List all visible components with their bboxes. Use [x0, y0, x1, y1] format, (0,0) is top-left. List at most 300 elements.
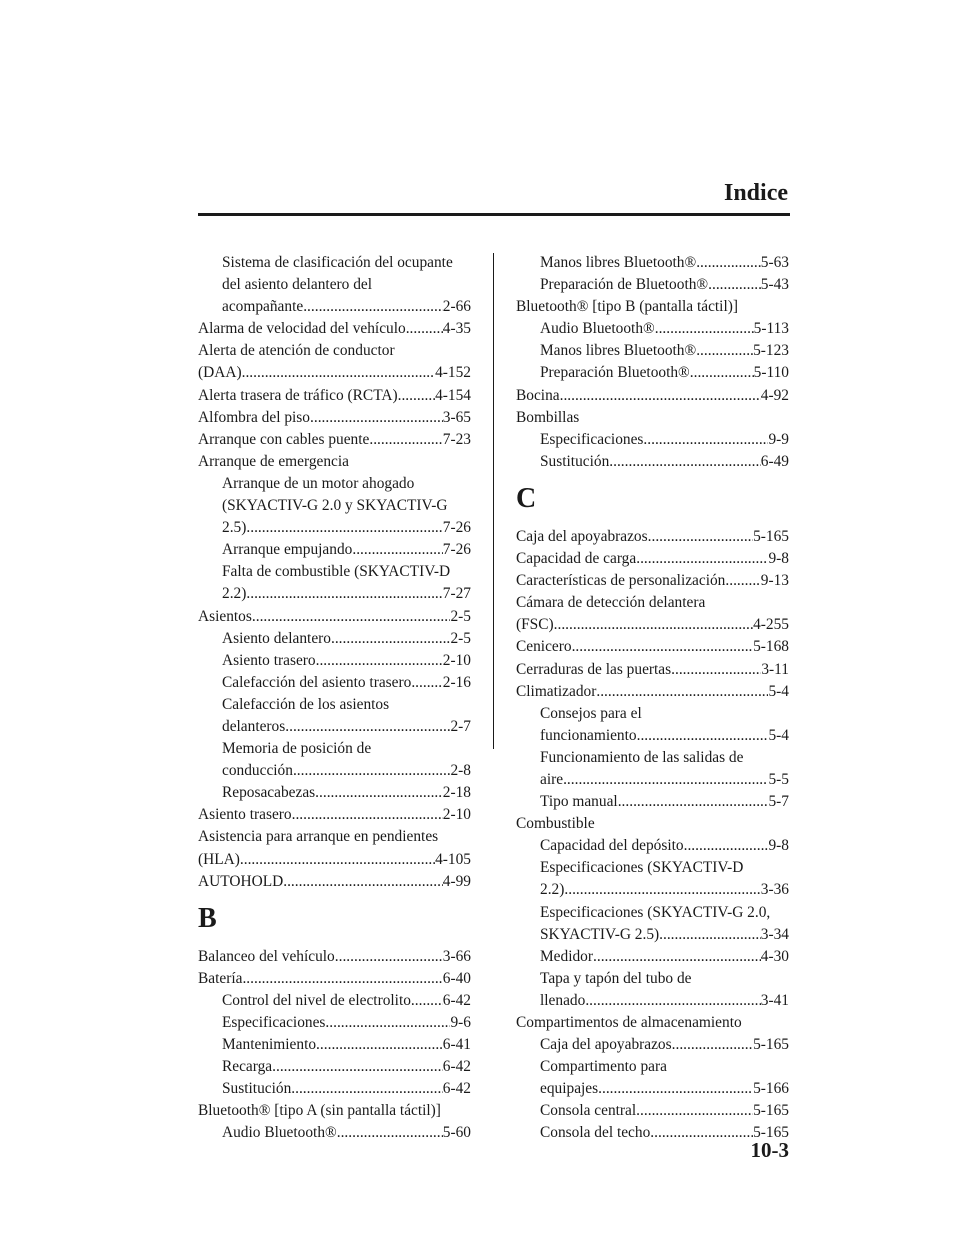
index-entry — [198, 650, 471, 672]
index-entry-text: delanteros — [222, 717, 286, 735]
index-entry-page-ref: 5-165 — [753, 527, 789, 545]
index-entry-line — [540, 362, 789, 384]
index-entry-text: Alfombra del piso — [198, 408, 310, 426]
dot-leader — [696, 340, 753, 362]
index-entry-page-ref: 6-42 — [442, 991, 471, 1009]
index-entry-text-line: Tapa y tapón del tubo de — [540, 969, 692, 987]
dot-leader — [659, 924, 761, 946]
index-entry-text: funcionamiento — [540, 726, 637, 744]
dot-leader — [696, 252, 761, 274]
index-entry — [516, 1100, 789, 1122]
index-entry — [198, 946, 471, 968]
dot-leader — [283, 871, 443, 893]
dot-leader — [564, 879, 760, 901]
index-entry — [516, 857, 789, 901]
index-entry-page-ref: 4-255 — [753, 616, 789, 634]
index-heading — [516, 813, 789, 835]
index-entry — [198, 606, 471, 628]
index-entry-page-ref: 2-10 — [442, 651, 471, 669]
index-heading-text: Bluetooth® [tipo B (pantalla táctil)] — [516, 298, 738, 316]
index-entry-line — [540, 924, 789, 946]
dot-leader — [411, 672, 442, 694]
index-entry — [516, 791, 789, 813]
index-entry-page-ref: 4-152 — [435, 364, 471, 382]
index-entry-page-ref: 2-5 — [450, 607, 471, 625]
dot-leader — [690, 362, 754, 384]
index-entry — [198, 694, 471, 738]
index-entry-line — [540, 990, 789, 1012]
index-entry-text: Especificaciones — [222, 1014, 326, 1031]
index-entry-text: Asientos — [198, 607, 252, 625]
index-entry-text: Preparación Bluetooth® — [540, 364, 690, 382]
index-entry — [198, 738, 471, 782]
header-rule — [198, 213, 790, 216]
index-entry-line — [198, 385, 471, 407]
index-entry-page-ref: 3-65 — [442, 408, 471, 426]
dot-leader — [411, 990, 443, 1012]
index-entry-text: Alarma de velocidad del vehículo — [198, 320, 406, 338]
index-entry-line — [222, 782, 471, 804]
index-entry-text-line: Calefacción de los asientos — [222, 695, 390, 713]
index-entry-page-ref: 9-13 — [760, 572, 789, 590]
index-entry-page-ref: 4-92 — [760, 386, 789, 404]
index-entry-page-ref: 5-43 — [760, 276, 789, 294]
index-heading-text: Arranque de emergencia — [198, 452, 349, 470]
dot-leader — [291, 1078, 443, 1100]
index-entry — [516, 526, 789, 548]
dot-leader — [316, 650, 443, 672]
index-entry-page-ref: 2-66 — [442, 298, 471, 316]
dot-leader — [672, 1034, 753, 1056]
index-entry-line — [540, 791, 789, 813]
index-entry-line — [516, 614, 789, 636]
index-entry — [198, 473, 471, 539]
index-entry-page-ref: 5-168 — [753, 638, 789, 656]
dot-leader — [292, 804, 443, 826]
index-entry-text: Manos libres Bluetooth® — [540, 342, 697, 360]
index-entry-text: Audio Bluetooth® — [222, 1124, 337, 1142]
index-heading — [516, 407, 789, 429]
index-entry-text: Balanceo del vehículo — [198, 947, 335, 965]
dot-leader — [655, 318, 754, 340]
index-entry-line — [540, 879, 789, 901]
index-entry-page-ref: 2-7 — [450, 717, 471, 735]
index-entry-line — [516, 636, 789, 658]
index-entry — [198, 672, 471, 694]
index-entry — [198, 539, 471, 561]
index-entry-line — [222, 1034, 471, 1056]
index-entry-page-ref: 5-165 — [753, 1102, 789, 1120]
dot-leader — [560, 385, 761, 407]
index-entry-text: Asiento trasero — [222, 651, 316, 669]
index-entry-text: Bocina — [516, 386, 560, 404]
index-entry — [198, 628, 471, 650]
index-entry — [516, 592, 789, 636]
dot-leader — [708, 274, 761, 296]
index-heading — [516, 1012, 789, 1034]
index-entry-page-ref: 5-7 — [768, 793, 789, 811]
index-entry — [198, 968, 471, 990]
index-entry — [516, 703, 789, 747]
index-entry-line — [222, 628, 471, 650]
index-entry-text: llenado — [540, 991, 586, 1009]
dot-leader — [593, 946, 761, 968]
index-entry — [198, 871, 471, 893]
index-entry-text: Cenicero — [516, 638, 572, 656]
index-entry — [198, 782, 471, 804]
index-entry — [198, 1034, 471, 1056]
index-entry-line — [222, 672, 471, 694]
index-entry-page-ref: 3-34 — [760, 925, 789, 943]
index-entry-line — [540, 1034, 789, 1056]
index-heading — [198, 1100, 471, 1122]
dot-leader — [285, 716, 450, 738]
index-entry-page-ref: 2-18 — [442, 784, 471, 802]
dot-leader — [246, 583, 442, 605]
index-entry-page-ref: 3-11 — [761, 660, 789, 678]
index-entry-text: Mantenimiento — [222, 1036, 317, 1054]
page-number: 10-3 — [750, 1138, 789, 1162]
index-heading-text: Combustible — [516, 815, 595, 833]
index-entry — [516, 451, 789, 473]
index-entry — [516, 385, 789, 407]
dot-leader — [618, 791, 769, 813]
index-entry — [198, 804, 471, 826]
index-entry-text-line: Compartimento para — [540, 1058, 667, 1076]
index-entry-text-line: (SKYACTIV-G 2.0 y SKYACTIV-G — [222, 497, 448, 515]
index-column-left — [198, 252, 471, 1145]
index-entry — [198, 561, 471, 605]
index-entry-line — [222, 539, 471, 561]
index-entry-text: Especificaciones — [540, 430, 644, 448]
index-entry-text: Control del nivel de electrolito — [222, 991, 411, 1009]
index-entry-text: Características de personalización — [516, 572, 726, 590]
index-entry-line — [540, 1078, 789, 1100]
index-entry-line — [222, 650, 471, 672]
index-entry-line — [540, 769, 789, 791]
index-entry — [516, 1122, 789, 1144]
index-entry-text: Capacidad de carga — [516, 550, 637, 568]
index-entry-text-line: Asistencia para arranque en pendientes — [198, 828, 439, 846]
index-entry-text: Preparación de Bluetooth® — [540, 276, 709, 294]
dot-leader — [406, 318, 443, 340]
index-entry — [516, 747, 789, 791]
index-entry — [198, 1122, 471, 1144]
index-entry-line — [540, 318, 789, 340]
index-entry-text: (FSC) — [516, 616, 554, 634]
index-entry-page-ref: 4-154 — [435, 386, 471, 404]
index-entry-page-ref: 5-123 — [753, 342, 789, 360]
index-entry-text: Arranque con cables puente — [198, 430, 370, 448]
index-entry-page-ref: 9-8 — [768, 837, 789, 855]
dot-leader — [636, 1100, 753, 1122]
index-entry-line — [222, 517, 471, 539]
index-entry-text-line: Cámara de detección delantera — [516, 594, 706, 612]
index-entry-line — [198, 429, 471, 451]
index-entry — [516, 902, 789, 946]
index-entry-text: (DAA) — [198, 364, 242, 382]
index-entry-page-ref: 9-6 — [450, 1014, 471, 1031]
dot-leader — [563, 769, 768, 791]
index-entry — [516, 681, 789, 703]
index-entry-page-ref: 9-8 — [768, 550, 789, 568]
index-entry-page-ref: 6-40 — [442, 969, 471, 987]
index-entry-text: Caja del apoyabrazos — [516, 527, 648, 545]
index-entry — [516, 362, 789, 384]
index-entry-page-ref: 2-8 — [450, 762, 471, 780]
dot-leader — [240, 849, 435, 871]
dot-leader — [598, 1078, 753, 1100]
index-entry-line — [222, 1078, 471, 1100]
index-entry-text-line: del asiento delantero del — [222, 276, 372, 294]
index-entry-text: (HLA) — [198, 850, 240, 868]
index-entry — [198, 429, 471, 451]
index-entry-page-ref: 4-35 — [442, 320, 471, 338]
index-entry — [516, 548, 789, 570]
index-entry — [198, 990, 471, 1012]
index-entry-text: 2.5) — [222, 519, 247, 537]
index-entry-text: Consola del techo — [540, 1124, 651, 1142]
dot-leader — [585, 990, 760, 1012]
dot-leader — [572, 636, 754, 658]
index-entry-text: Climatizador — [516, 682, 597, 700]
index-entry-page-ref: 2-5 — [450, 629, 471, 647]
index-entry-text: acompañante — [222, 298, 304, 316]
index-entry — [516, 659, 789, 681]
index-entry-text-line: Funcionamiento de las salidas de — [540, 748, 744, 766]
page-header-title: Indice — [723, 180, 788, 206]
index-entry-text: Sustitución — [222, 1080, 292, 1098]
index-column-right — [516, 252, 789, 1145]
dot-leader — [303, 296, 443, 318]
dot-leader — [636, 548, 768, 570]
index-entry-page-ref: 5-60 — [442, 1124, 471, 1142]
index-entry-line — [198, 606, 471, 628]
dot-leader — [684, 835, 769, 857]
index-entry-text-line: Memoria de posición de — [222, 740, 372, 758]
index-entry-line — [198, 804, 471, 826]
dot-leader — [325, 1012, 450, 1034]
index-entry-text-line: Especificaciones (SKYACTIV-G 2.0, — [540, 903, 771, 921]
dot-leader — [335, 946, 443, 968]
index-entry-line — [516, 659, 789, 681]
index-entry-line — [540, 835, 789, 857]
index-entry-line — [516, 385, 789, 407]
dot-leader — [316, 1034, 443, 1056]
index-entry-line — [198, 968, 471, 990]
index-entry-text: Asiento trasero — [198, 806, 292, 824]
index-entry-line — [198, 849, 471, 871]
index-letter-heading: C — [516, 482, 537, 514]
index-entry-page-ref: 5-4 — [768, 726, 789, 744]
index-entry-text: 2.2) — [222, 585, 247, 603]
index-entry-page-ref: 2-10 — [442, 806, 471, 824]
index-entry-line — [198, 318, 471, 340]
index-entry — [198, 385, 471, 407]
index-entry-page-ref: 6-41 — [442, 1036, 471, 1054]
index-entry-text: Caja del apoyabrazos — [540, 1036, 672, 1054]
index-entry-text-line: Consejos para el — [540, 704, 642, 722]
index-entry-text-line: Especificaciones (SKYACTIV-D — [540, 859, 744, 877]
dot-leader — [650, 1122, 753, 1144]
index-entry-line — [222, 990, 471, 1012]
index-entry — [198, 407, 471, 429]
index-entry — [198, 1056, 471, 1078]
index-entry-page-ref: 5-165 — [753, 1124, 789, 1142]
index-heading-text: Bluetooth® [tipo A (sin pantalla táctil)] — [198, 1102, 441, 1120]
dot-leader — [369, 429, 442, 451]
dot-leader — [252, 606, 451, 628]
index-entry — [516, 1034, 789, 1056]
index-entry-text: conducción — [222, 762, 293, 780]
index-heading-text: Compartimentos de almacenamiento — [516, 1014, 742, 1031]
dot-leader — [242, 968, 442, 990]
dot-leader — [293, 760, 451, 782]
index-entry-line — [540, 252, 789, 274]
dot-leader — [609, 451, 761, 473]
index-entry — [516, 570, 789, 592]
index-entry — [516, 429, 789, 451]
index-entry-text: 2.2) — [540, 881, 565, 899]
index-entry-text-line: Falta de combustible (SKYACTIV-D — [222, 563, 451, 581]
index-entry-page-ref: 5-5 — [768, 770, 789, 788]
index-entry — [198, 252, 471, 318]
index-entry-text: Cerraduras de las puertas — [516, 660, 672, 678]
index-entry-text: Consola central — [540, 1102, 637, 1120]
index-letter-heading: B — [198, 902, 217, 934]
index-entry-line — [222, 1012, 471, 1034]
index-entry — [516, 318, 789, 340]
index-entry-text: Arranque empujando — [222, 541, 353, 559]
dot-leader — [310, 407, 443, 429]
index-entry — [516, 1056, 789, 1100]
index-entry-line — [222, 296, 471, 318]
dot-leader — [398, 385, 435, 407]
index-entry — [516, 274, 789, 296]
index-entry — [198, 1078, 471, 1100]
index-entry-line — [516, 548, 789, 570]
index-entry-line — [222, 760, 471, 782]
index-entry-text: SKYACTIV-G 2.5) — [540, 925, 660, 943]
index-entry-text: Reposacabezas — [222, 784, 316, 802]
index-entry-line — [198, 946, 471, 968]
index-entry — [198, 340, 471, 384]
dot-leader — [242, 362, 435, 384]
index-entry-page-ref: 5-165 — [753, 1036, 789, 1054]
index-entry — [516, 252, 789, 274]
index-entry-page-ref: 5-113 — [753, 320, 789, 338]
index-entry-page-ref: 5-63 — [760, 254, 789, 271]
index-entry — [516, 340, 789, 362]
dot-leader — [337, 1122, 443, 1144]
index-entry — [516, 636, 789, 658]
index-entry-page-ref: 9-9 — [768, 430, 789, 448]
index-entry-line — [540, 725, 789, 747]
index-entry-text-line: Alerta de atención de conductor — [198, 342, 395, 360]
index-entry-page-ref: 3-66 — [442, 947, 471, 965]
index-entry-line — [198, 407, 471, 429]
column-divider — [493, 253, 494, 749]
index-entry-page-ref: 3-41 — [760, 991, 789, 1009]
index-entry-text: Sustitución — [540, 452, 610, 470]
dot-leader — [648, 526, 753, 548]
index-entry-line — [540, 340, 789, 362]
dot-leader — [596, 681, 768, 703]
dot-leader — [637, 725, 769, 747]
index-entry-page-ref: 7-26 — [442, 519, 471, 537]
index-entry-page-ref: 6-42 — [442, 1080, 471, 1098]
index-heading — [516, 296, 789, 318]
index-entry-text: AUTOHOLD — [198, 872, 284, 890]
index-entry-line — [198, 871, 471, 893]
dot-leader — [352, 539, 442, 561]
dot-leader — [331, 628, 450, 650]
dot-leader — [554, 614, 753, 636]
index-entry-page-ref: 5-4 — [768, 682, 789, 700]
index-entry-line — [540, 1100, 789, 1122]
index-entry-page-ref: 6-49 — [760, 452, 789, 470]
index-entry-text: Capacidad del depósito — [540, 837, 684, 855]
index-entry-line — [222, 716, 471, 738]
index-entry-text: equipajes — [540, 1080, 599, 1098]
index-entry — [516, 946, 789, 968]
dot-leader — [315, 782, 443, 804]
index-entry — [516, 968, 789, 1012]
dot-leader — [725, 570, 760, 592]
index-entry-text: Tipo manual — [540, 793, 618, 811]
index-entry-text: aire — [540, 770, 564, 788]
index-entry-text: Manos libres Bluetooth® — [540, 254, 697, 271]
index-entry-line — [222, 1122, 471, 1144]
index-heading — [198, 451, 471, 473]
index-entry — [198, 1012, 471, 1034]
index-entry-page-ref: 5-110 — [753, 364, 789, 382]
index-entry — [198, 826, 471, 870]
index-entry-page-ref: 4-30 — [760, 947, 789, 965]
dot-leader — [246, 517, 442, 539]
dot-leader — [671, 659, 761, 681]
index-entry-text: Medidor — [540, 947, 594, 965]
index-entry-text: Alerta trasera de tráfico (RCTA) — [198, 386, 398, 404]
index-entry — [516, 835, 789, 857]
index-entry-page-ref: 2-16 — [442, 673, 471, 691]
index-entry-page-ref: 6-42 — [442, 1058, 471, 1076]
index-entry-page-ref: 7-27 — [442, 585, 471, 603]
index-entry-page-ref: 4-99 — [442, 872, 471, 890]
index-entry — [198, 318, 471, 340]
index-entry-page-ref: 5-166 — [753, 1080, 789, 1098]
index-entry-text: Calefacción del asiento trasero — [222, 673, 412, 691]
index-entry-line — [222, 1056, 471, 1078]
index-entry-text-line: Sistema de clasificación del ocupante — [222, 254, 453, 271]
index-entry-line — [540, 274, 789, 296]
index-entry-line — [540, 946, 789, 968]
index-entry-line — [516, 681, 789, 703]
index-entry-line — [198, 362, 471, 384]
index-entry-page-ref: 7-26 — [442, 541, 471, 559]
index-heading-text: Bombillas — [516, 408, 580, 426]
dot-leader — [643, 429, 768, 451]
index-entry-page-ref: 7-23 — [442, 430, 471, 448]
index-entry-text: Recarga — [222, 1058, 273, 1076]
index-entry-text: Audio Bluetooth® — [540, 320, 655, 338]
index-entry-line — [540, 451, 789, 473]
index-entry-line — [516, 526, 789, 548]
index-entry-page-ref: 4-105 — [435, 850, 471, 868]
index-entry-text: Batería — [198, 969, 243, 987]
index-entry-page-ref: 3-36 — [760, 881, 789, 899]
index-entry-text-line: Arranque de un motor ahogado — [222, 474, 415, 492]
